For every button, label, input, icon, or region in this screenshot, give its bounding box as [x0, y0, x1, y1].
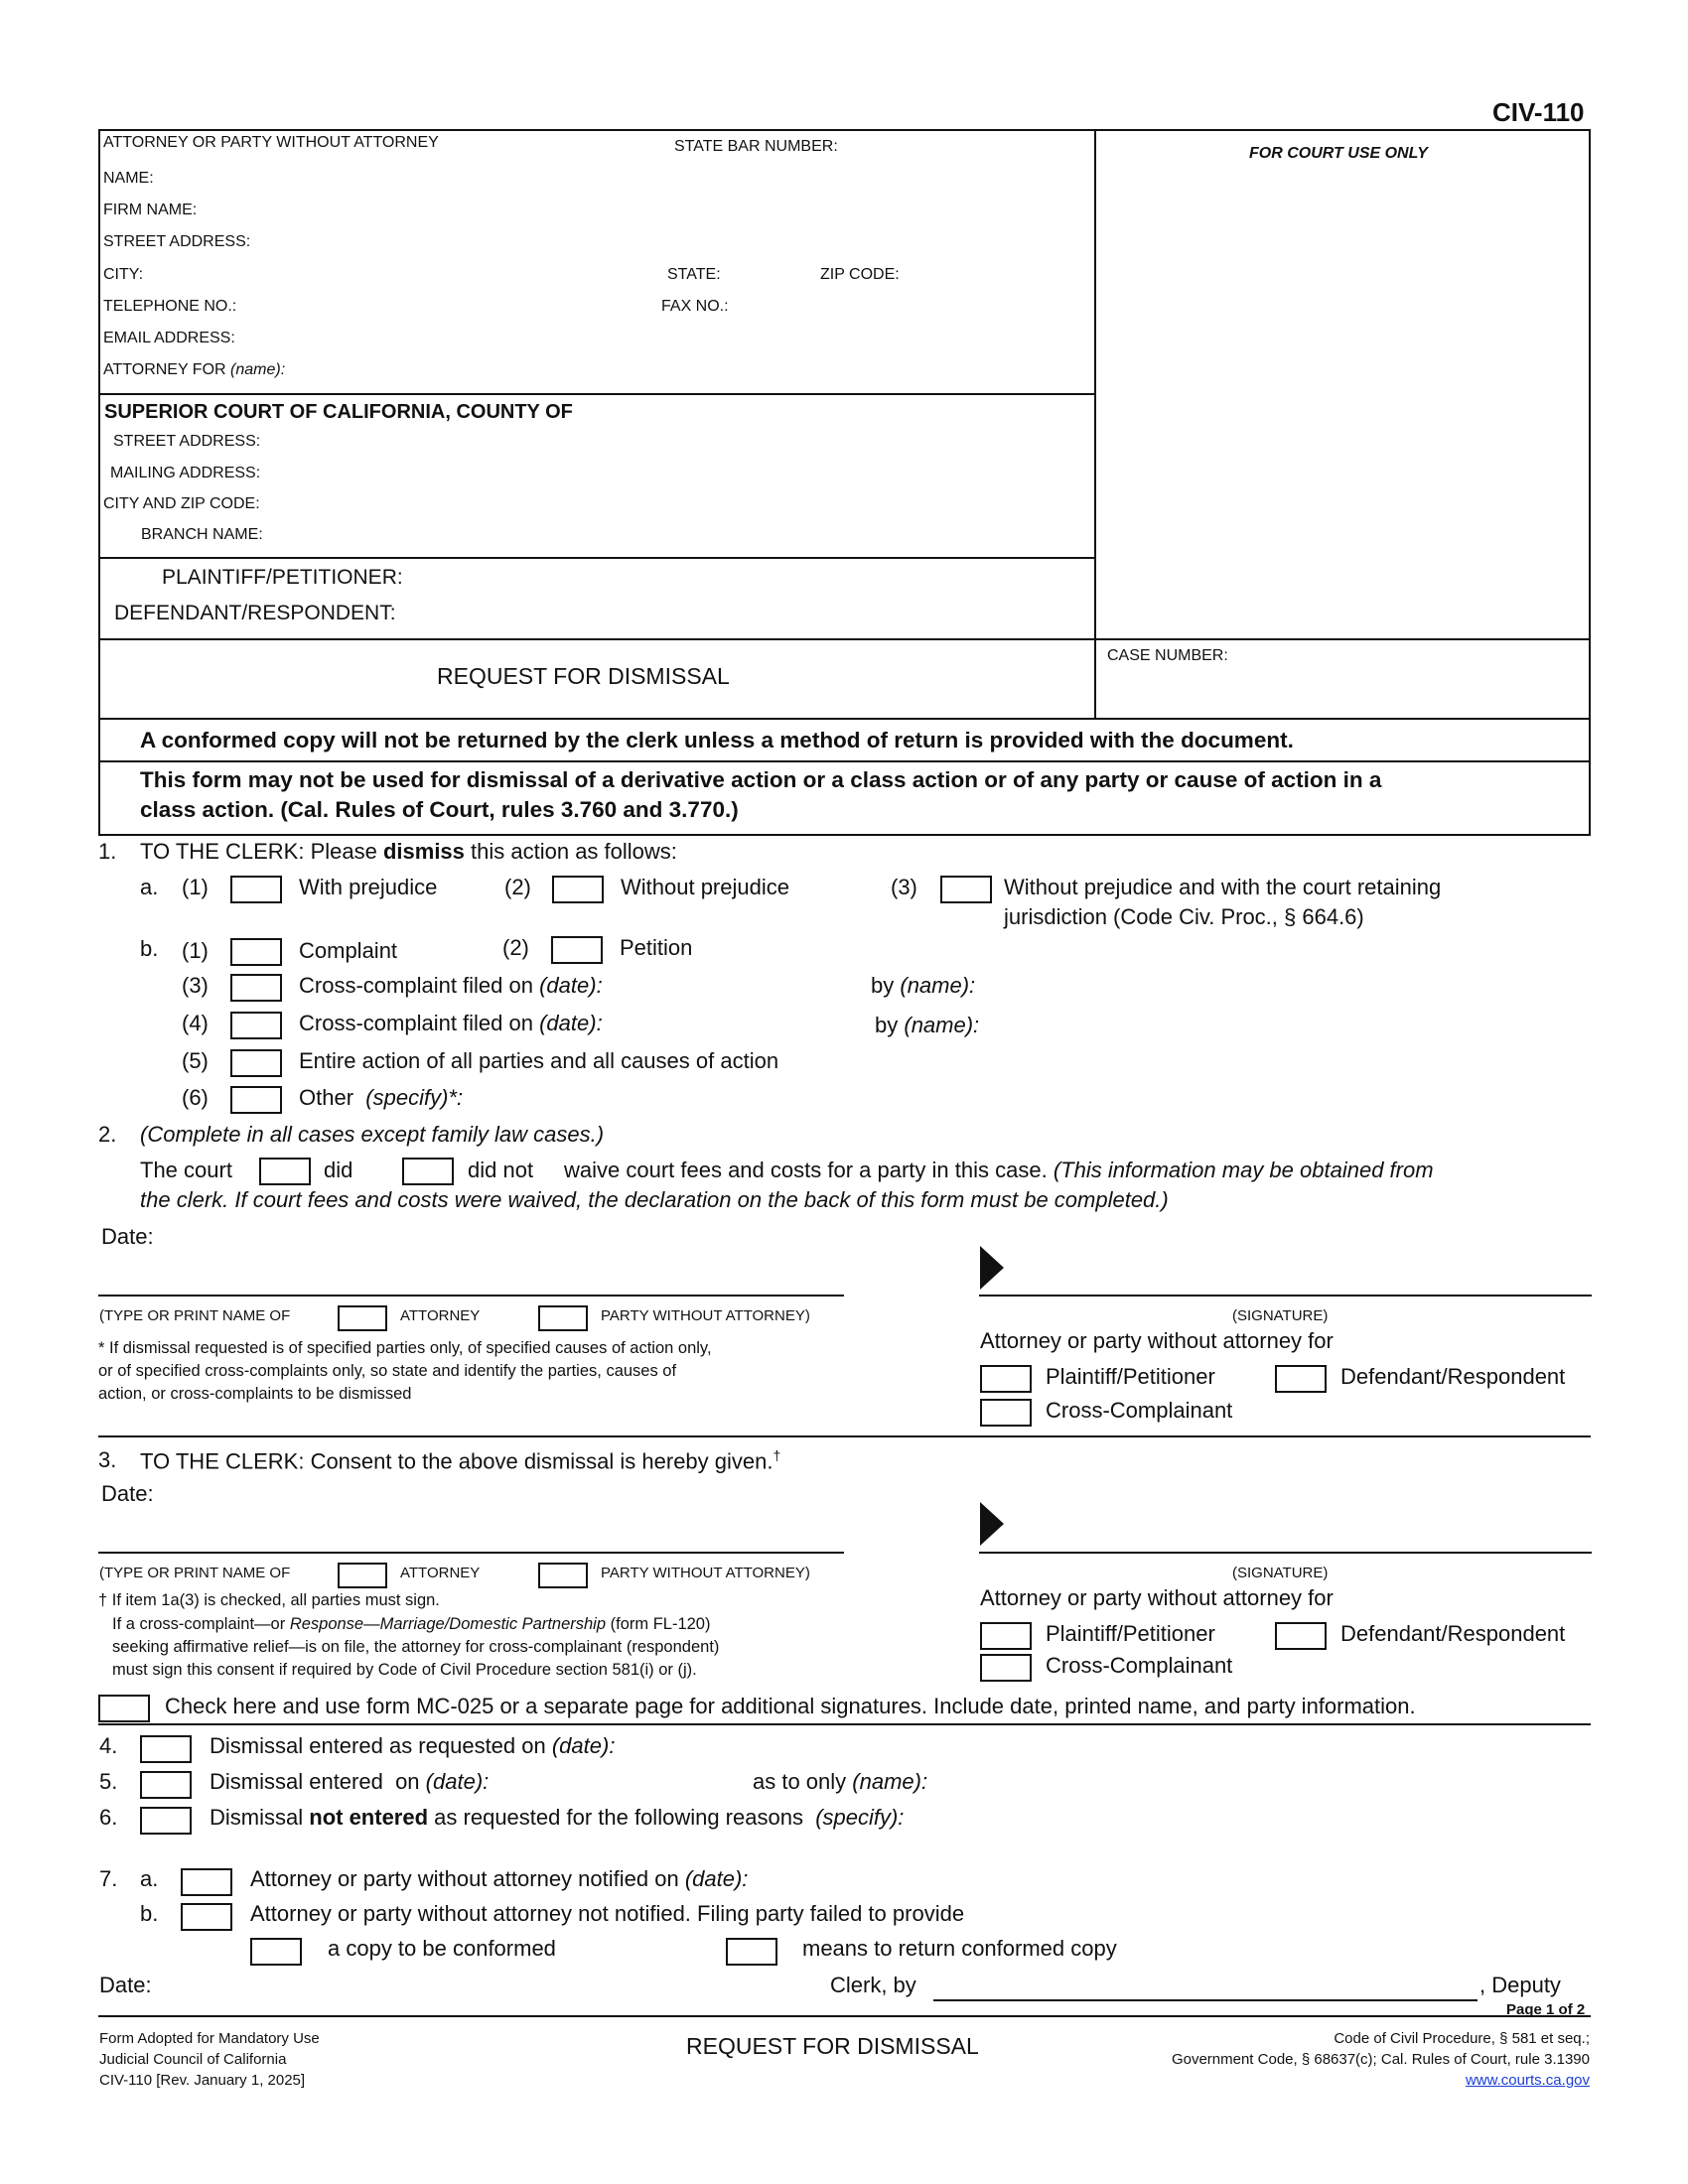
- phone-label: TELEPHONE NO.:: [103, 298, 237, 315]
- sig2-note-3: seeking affirmative relief—is on file, the attorney for cross-complainant (respondent): [112, 1638, 720, 1656]
- did-label: did: [324, 1158, 353, 1182]
- item7b-label: Attorney or party without attorney not notified. Filing party failed to provide: [250, 1901, 965, 1926]
- item4-number: 4.: [99, 1733, 118, 1758]
- means-return-label: means to return conformed copy: [802, 1936, 1117, 1961]
- item2-court: The court: [140, 1158, 232, 1182]
- item6-number: 6.: [99, 1805, 118, 1830]
- attorney-title: ATTORNEY OR PARTY WITHOUT ATTORNEY: [103, 134, 439, 151]
- sig2-note-4: must sign this consent if required by Code of Civil Procedure section 581(i) or (j).: [112, 1661, 697, 1679]
- means-return-checkbox[interactable]: [726, 1938, 777, 1966]
- sig1-note-1: * If dismissal requested is of specified parties only, of specified causes of action only,: [98, 1339, 712, 1357]
- sig2-defendant-checkbox[interactable]: [1275, 1622, 1327, 1650]
- cross-complaint-1-checkbox[interactable]: [230, 974, 282, 1002]
- item1b4-number: (4): [182, 1011, 209, 1035]
- entire-action-label: Entire action of all parties and all causes of action: [299, 1048, 779, 1073]
- fees-waived-checkbox[interactable]: [259, 1158, 311, 1185]
- street-label: STREET ADDRESS:: [103, 233, 251, 250]
- footer-code-1: Code of Civil Procedure, § 581 et seq.;: [1334, 2030, 1590, 2047]
- derivative-notice-line1: This form may not be used for dismissal of a derivative action or a class action or of any party or cause of action in a: [140, 767, 1382, 792]
- item2-date-label: Date:: [101, 1224, 154, 1249]
- email-label: EMAIL ADDRESS:: [103, 330, 235, 346]
- divider: [98, 638, 1591, 640]
- footer-adopted-3: CIV-110 [Rev. January 1, 2025]: [99, 2072, 306, 2089]
- firm-label: FIRM NAME:: [103, 202, 198, 218]
- form-number: CIV-110: [1492, 97, 1585, 127]
- sig1-defendant-checkbox[interactable]: [1275, 1365, 1327, 1393]
- plaintiff-label: PLAINTIFF/PETITIONER:: [162, 566, 403, 589]
- sig2-party-label: PARTY WITHOUT ATTORNEY): [601, 1565, 810, 1581]
- item1b-letter: b.: [140, 936, 159, 961]
- print-name-line[interactable]: [98, 1552, 844, 1554]
- name-label: NAME:: [103, 170, 154, 187]
- case-number-label: CASE NUMBER:: [1107, 647, 1228, 664]
- sig1-cross-label: Cross-Complainant: [1046, 1398, 1233, 1423]
- sig1-attorney-label: ATTORNEY: [400, 1307, 481, 1324]
- item1a2-number: (2): [504, 875, 531, 899]
- copy-conformed-label: a copy to be conformed: [328, 1936, 556, 1961]
- footer-adopted-2: Judicial Council of California: [99, 2051, 287, 2068]
- derivative-notice-line2: class action. (Cal. Rules of Court, rules 3.760 and 3.770.): [140, 797, 739, 822]
- sig2-signature-label: (SIGNATURE): [1232, 1565, 1329, 1581]
- city-label: CITY:: [103, 266, 144, 283]
- sig1-type-name: (TYPE OR PRINT NAME OF: [99, 1307, 291, 1324]
- item1b2-number: (2): [502, 935, 529, 960]
- sig2-cross-checkbox[interactable]: [980, 1654, 1032, 1682]
- item1b3-number: (3): [182, 973, 209, 998]
- item3-text: TO THE CLERK: Consent to the above dismissal is hereby given.†: [140, 1447, 781, 1474]
- sig1-party-checkbox[interactable]: [538, 1305, 588, 1331]
- court-cityzip-label: CITY AND ZIP CODE:: [103, 495, 260, 512]
- zip-label: ZIP CODE:: [820, 266, 900, 283]
- clerk-date-label: Date:: [99, 1973, 152, 1997]
- additional-signatures-label: Check here and use form MC-025 or a separate page for additional signatures. Include date, printed name, and party information.: [165, 1694, 1416, 1718]
- sig1-cross-checkbox[interactable]: [980, 1399, 1032, 1427]
- conformed-notice: A conformed copy will not be returned by the clerk unless a method of return is provided with the document.: [140, 728, 1294, 752]
- sig1-plaintiff-checkbox[interactable]: [980, 1365, 1032, 1393]
- defendant-label: DEFENDANT/RESPONDENT:: [114, 602, 396, 624]
- other-label: Other (specify)*:: [299, 1085, 464, 1110]
- dismissal-entered-partial-checkbox[interactable]: [140, 1771, 192, 1799]
- cross-complaint-2-by: by (name):: [875, 1013, 980, 1037]
- sig2-note-2: If a cross-complaint—or Response—Marriage/Domestic Partnership (form FL-120): [112, 1615, 711, 1633]
- fees-not-waived-checkbox[interactable]: [402, 1158, 454, 1185]
- sig2-attorney-label: ATTORNEY: [400, 1565, 481, 1581]
- retain-jurisdiction-checkbox[interactable]: [940, 876, 992, 903]
- item7b-letter: b.: [140, 1901, 159, 1926]
- sig2-party-checkbox[interactable]: [538, 1563, 588, 1588]
- divider: [98, 393, 1095, 395]
- cross-complaint-1-by: by (name):: [871, 973, 976, 998]
- sig1-plaintiff-label: Plaintiff/Petitioner: [1046, 1364, 1215, 1389]
- sig2-plaintiff-label: Plaintiff/Petitioner: [1046, 1621, 1215, 1646]
- did-not-label: did not: [468, 1158, 534, 1182]
- with-prejudice-label: With prejudice: [299, 875, 438, 899]
- dismissal-not-entered-checkbox[interactable]: [140, 1807, 192, 1835]
- state-label: STATE:: [667, 266, 721, 283]
- item1a-letter: a.: [140, 875, 159, 899]
- petition-checkbox[interactable]: [551, 936, 603, 964]
- item1a1-number: (1): [182, 875, 209, 899]
- page-number: Page 1 of 2: [1506, 2001, 1586, 2018]
- item1b1-number: (1): [182, 938, 209, 963]
- not-notified-checkbox[interactable]: [181, 1903, 232, 1931]
- signature-arrow-icon: [980, 1502, 1004, 1546]
- sig2-for: Attorney or party without attorney for: [980, 1585, 1334, 1610]
- sig1-party-label: PARTY WITHOUT ATTORNEY): [601, 1307, 810, 1324]
- divider: [98, 1723, 1591, 1725]
- item4-label: Dismissal entered as requested on (date):: [210, 1733, 616, 1758]
- cross-complaint-2-checkbox[interactable]: [230, 1012, 282, 1039]
- without-prejudice-checkbox[interactable]: [552, 876, 604, 903]
- entire-action-checkbox[interactable]: [230, 1049, 282, 1077]
- sig1-for: Attorney or party without attorney for: [980, 1328, 1334, 1353]
- court-street-label: STREET ADDRESS:: [113, 433, 261, 450]
- sig1-signature-label: (SIGNATURE): [1232, 1307, 1329, 1324]
- item7-number: 7.: [99, 1866, 118, 1891]
- caption-divider: [1094, 129, 1096, 719]
- signature-line[interactable]: [979, 1552, 1592, 1554]
- court-use-label: FOR COURT USE ONLY: [1249, 145, 1428, 162]
- item1b6-number: (6): [182, 1085, 209, 1110]
- print-name-line[interactable]: [98, 1295, 844, 1297]
- footer-title: REQUEST FOR DISMISSAL: [686, 2033, 979, 2059]
- clerk-by-label: Clerk, by: [830, 1973, 916, 1997]
- complaint-checkbox[interactable]: [230, 938, 282, 966]
- petition-label: Petition: [620, 935, 693, 960]
- deputy-label: , Deputy: [1479, 1973, 1561, 1997]
- fax-label: FAX NO.:: [661, 298, 729, 315]
- sig1-attorney-checkbox[interactable]: [338, 1305, 387, 1331]
- item1-text: TO THE CLERK: Please dismiss this action as follows:: [140, 839, 677, 864]
- sig2-defendant-label: Defendant/Respondent: [1340, 1621, 1566, 1646]
- sig1-defendant-label: Defendant/Respondent: [1340, 1364, 1566, 1389]
- sig2-cross-label: Cross-Complainant: [1046, 1653, 1233, 1678]
- clerk-signature-line[interactable]: [933, 1999, 1477, 2001]
- with-prejudice-checkbox[interactable]: [230, 876, 282, 903]
- cross-complaint-1-label: Cross-complaint filed on (date):: [299, 973, 603, 998]
- item3-number: 3.: [98, 1447, 117, 1472]
- sig1-note-2: or of specified cross-complaints only, so state and identify the parties, causes of: [98, 1362, 677, 1380]
- retain-jurisdiction-label-2: jurisdiction (Code Civ. Proc., § 664.6): [1004, 904, 1364, 929]
- item2-note: (Complete in all cases except family law cases.): [140, 1122, 605, 1147]
- other-checkbox[interactable]: [230, 1086, 282, 1114]
- divider: [98, 1435, 1591, 1437]
- footer-divider: [98, 2015, 1591, 2017]
- item7a-letter: a.: [140, 1866, 159, 1891]
- item1-number: 1.: [98, 839, 117, 864]
- retain-jurisdiction-label-1: Without prejudice and with the court retaining: [1004, 875, 1442, 899]
- item1a3-number: (3): [891, 875, 917, 899]
- item5-label: Dismissal entered on (date):: [210, 1769, 490, 1794]
- footer-code-2: Government Code, § 68637(c); Cal. Rules of Court, rule 3.1390: [1171, 2051, 1590, 2068]
- attorney-for-label: ATTORNEY FOR (name):: [103, 361, 286, 378]
- courts-link[interactable]: www.courts.ca.gov: [1465, 2072, 1590, 2089]
- footer-adopted-1: Form Adopted for Mandatory Use: [99, 2030, 320, 2047]
- item5-number: 5.: [99, 1769, 118, 1794]
- dismissal-entered-checkbox[interactable]: [140, 1735, 192, 1763]
- without-prejudice-label: Without prejudice: [621, 875, 789, 899]
- sig1-note-3: action, or cross-complaints to be dismissed: [98, 1385, 412, 1403]
- item2-info-line2: the clerk. If court fees and costs were waived, the declaration on the back of this form must be completed.): [140, 1187, 1169, 1212]
- sig2-attorney-checkbox[interactable]: [338, 1563, 387, 1588]
- court-title: SUPERIOR COURT OF CALIFORNIA, COUNTY OF: [104, 401, 573, 423]
- item3-date-label: Date:: [101, 1481, 154, 1506]
- sig2-note-1: † If item 1a(3) is checked, all parties must sign.: [98, 1591, 440, 1609]
- state-bar-label: STATE BAR NUMBER:: [674, 138, 838, 155]
- sig2-type-name: (TYPE OR PRINT NAME OF: [99, 1565, 291, 1581]
- form-title: REQUEST FOR DISMISSAL: [437, 663, 730, 689]
- sig2-plaintiff-checkbox[interactable]: [980, 1622, 1032, 1650]
- copy-conformed-checkbox[interactable]: [250, 1938, 302, 1966]
- signature-line[interactable]: [979, 1295, 1592, 1297]
- waive-text: waive court fees and costs for a party in this case. (This information may be obtained from: [564, 1158, 1434, 1182]
- court-branch-label: BRANCH NAME:: [141, 526, 263, 543]
- item5-as-to: as to only (name):: [753, 1769, 928, 1794]
- notified-checkbox[interactable]: [181, 1868, 232, 1896]
- court-mailing-label: MAILING ADDRESS:: [110, 465, 261, 481]
- item1b5-number: (5): [182, 1048, 209, 1073]
- additional-signatures-checkbox[interactable]: [98, 1695, 150, 1722]
- item2-number: 2.: [98, 1122, 117, 1147]
- cross-complaint-2-label: Cross-complaint filed on (date):: [299, 1011, 603, 1035]
- item7a-label: Attorney or party without attorney notified on (date):: [250, 1866, 749, 1891]
- divider: [98, 557, 1095, 559]
- complaint-label: Complaint: [299, 938, 398, 963]
- divider: [98, 760, 1591, 762]
- item6-label: Dismissal not entered as requested for the following reasons (specify):: [210, 1805, 905, 1830]
- divider: [98, 718, 1591, 720]
- signature-arrow-icon: [980, 1246, 1004, 1290]
